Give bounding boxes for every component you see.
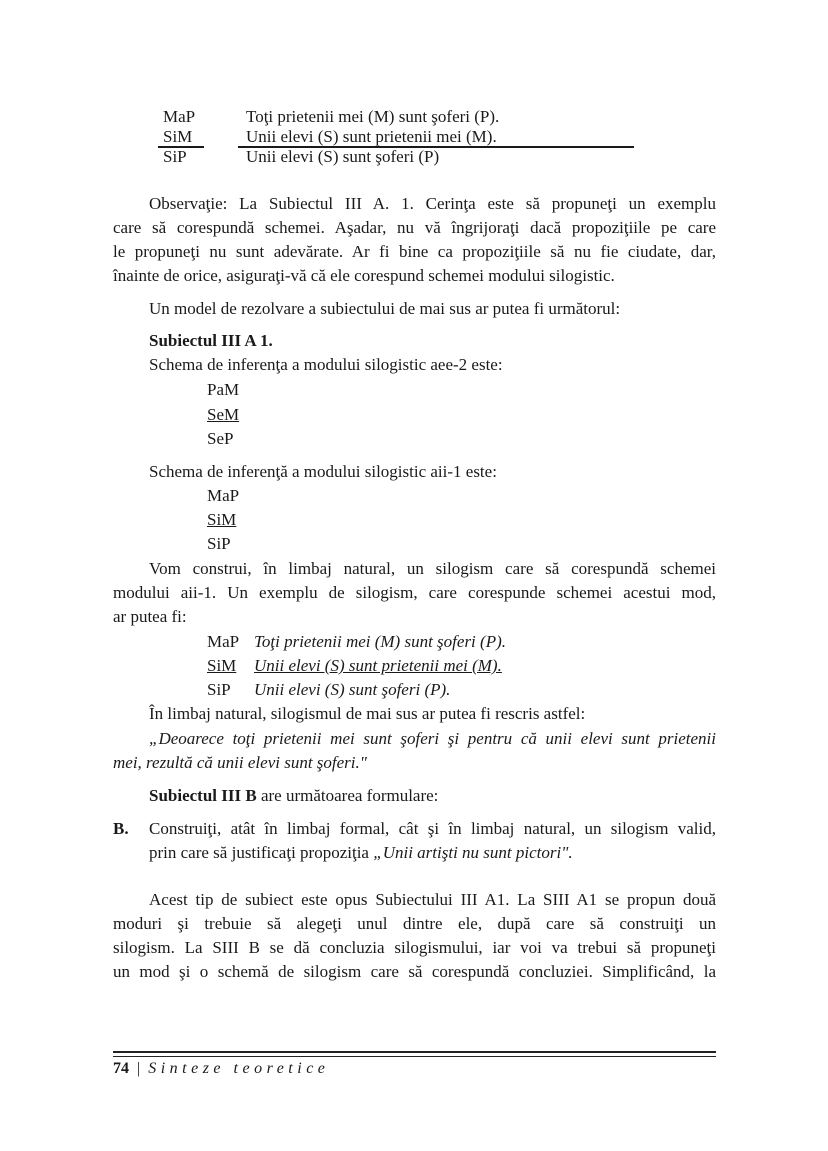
scheme-label: SiP: [207, 680, 231, 699]
section-heading: [149, 786, 438, 806]
text-line: modului aii-1. Un exemplu de silogism, care corespunde schemei acestui mod,: [113, 583, 716, 602]
scheme-label: SiM: [163, 127, 193, 146]
quoted-proposition: „Unii artişti nu sunt pictori".: [373, 843, 573, 862]
text-line: [149, 843, 573, 863]
premise-sentence: Toţi prietenii mei (M) sunt şoferi (P).: [254, 632, 506, 651]
text-line: Vom construi, în limbaj natural, un silogism care să corespundă schemei: [149, 559, 716, 578]
natural-intro: În limbaj natural, silogismul de mai sus ar putea fi rescris astfel:: [149, 704, 586, 723]
running-title: Sinteze teoretice: [148, 1060, 330, 1077]
conclusion-sentence: Unii elevi (S) sunt şoferi (P).: [254, 680, 451, 699]
scheme-line: PaM: [207, 380, 240, 399]
conclusion-sentence: Unii elevi (S) sunt şoferi (P): [246, 147, 440, 166]
scheme-line: SeP: [207, 429, 234, 448]
scheme-label: SiP: [163, 147, 187, 166]
footer-divider: [113, 1051, 716, 1057]
line-prefix: prin care să justificaţi propoziţia: [149, 843, 374, 862]
model-intro: Un model de rezolvare a subiectului de mai sus ar putea fi următorul:: [149, 299, 621, 318]
text-line: ar putea fi:: [113, 607, 187, 626]
scheme-line: SiM: [207, 510, 237, 529]
item-label: B.: [113, 819, 129, 838]
premise-sentence: Unii elevi (S) sunt prietenii mei (M).: [254, 656, 502, 675]
text-line: mei, rezultă că unii elevi sunt şoferi.": [113, 753, 367, 772]
footer-separator: |: [137, 1060, 141, 1077]
text-line: silogism. La SIII B se dă concluzia silogismului, iar voi va trebui să propuneţi: [113, 938, 716, 957]
heading-bold: Subiectul III B: [149, 786, 257, 805]
text-line: moduri şi trebuie să alegeţi unul dintre ele, după care să construiţi un: [113, 914, 716, 933]
scheme-label: MaP: [207, 632, 240, 651]
premise-sentence: Toţi prietenii mei (M) sunt şoferi (P).: [246, 107, 500, 126]
text-line: care să corespundă schemei. Aşadar, nu vă îngrijoraţi dacă propoziţiile pe care: [113, 218, 716, 237]
text-line: le propuneţi nu sunt adevărate. Ar fi bine ca propoziţiile să nu fie ciudate, dar,: [113, 242, 716, 261]
scheme-line: SeM: [207, 405, 240, 424]
scheme-line: SiP: [207, 534, 231, 553]
page-footer: [113, 1060, 329, 1078]
page-number: 74: [113, 1060, 129, 1077]
scheme-intro: Schema de inferenţă a modului silogistic aii-1 este:: [149, 462, 497, 481]
premise-sentence: Unii elevi (S) sunt prietenii mei (M).: [246, 127, 497, 146]
text-line: „Deoarece toţi prietenii mei sunt şoferi şi pentru că unii elevi sunt prietenii: [149, 729, 716, 748]
scheme-label: MaP: [163, 107, 196, 126]
text-line: Acest tip de subiect este opus Subiectului III A1. La SIII A1 se propun două: [149, 890, 716, 909]
section-heading: Subiectul III A 1.: [149, 331, 273, 350]
text-line: un mod şi o schemă de silogism care să corespundă concluziei. Simplificând, la: [113, 962, 716, 981]
scheme-line: MaP: [207, 486, 240, 505]
scheme-intro: Schema de inferenţa a modului silogistic aee-2 este:: [149, 355, 503, 374]
text-line: înainte de orice, asiguraţi-vă că ele corespund schemei modului silogistic.: [113, 266, 615, 285]
heading-rest: are următoarea formulare:: [256, 786, 439, 805]
text-line: Construiţi, atât în limbaj formal, cât şi în limbaj natural, un silogism valid,: [149, 819, 716, 838]
text-line: Observaţie: La Subiectul III A. 1. Cerinţa este să propuneţi un exemplu: [149, 194, 716, 213]
scheme-label: SiM: [207, 656, 237, 675]
